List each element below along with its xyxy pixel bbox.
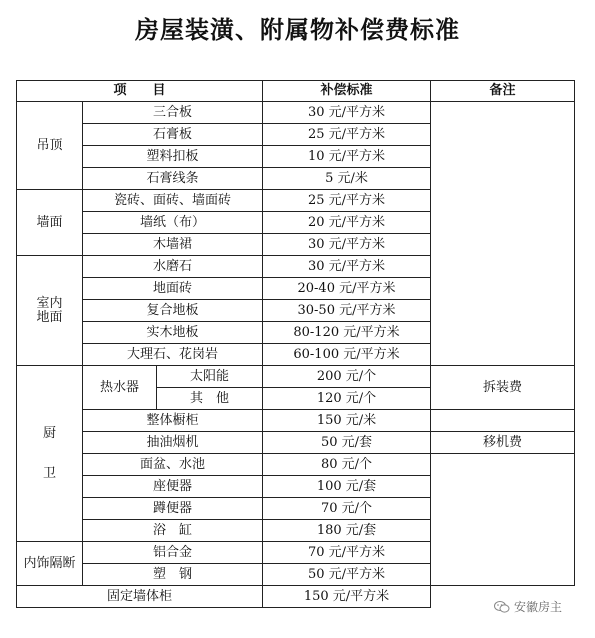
header-remark: 备注 [431,81,575,102]
table-row [17,102,575,124]
standard-cell: 20-40 元/平方米 [263,278,431,300]
item-cell: 整体橱柜 [83,410,263,432]
standard-cell: 150 元/米 [263,410,431,432]
table-row [17,454,575,476]
item-cell: 地面砖 [83,278,263,300]
category-partition: 内饰隔断 [17,542,83,586]
item-cell: 石膏板 [83,124,263,146]
standard-cell: 80 元/个 [263,454,431,476]
category-floor [17,256,83,366]
standard-cell: 50 元/套 [263,432,431,454]
item-cell: 铝合金 [83,542,263,564]
item-cell: 塑 钢 [83,564,263,586]
remark-relocation: 移机费 [431,432,575,454]
item-cell: 抽油烟机 [83,432,263,454]
item-cell: 水磨石 [83,256,263,278]
standard-cell: 80-120 元/平方米 [263,322,431,344]
standard-cell: 50 元/平方米 [263,564,431,586]
standard-cell: 60-100 元/平方米 [263,344,431,366]
page-title: 房屋装潢、附属物补偿费标准 [135,16,460,44]
remark-cell-empty [431,410,575,432]
wechat-icon [494,601,510,613]
item-cell: 石膏线条 [83,168,263,190]
table-row [17,410,575,432]
standard-cell: 70 元/个 [263,498,431,520]
item-cell: 墙纸（布） [83,212,263,234]
standard-cell: 120 元/个 [263,388,431,410]
watermark [494,598,562,615]
standard-cell: 30 元/平方米 [263,234,431,256]
category-ceiling: 吊顶 [17,102,83,190]
remark-cell-empty [431,454,575,586]
item-cell: 塑料扣板 [83,146,263,168]
item-cell: 固定墙体柜 [17,586,263,608]
standard-cell: 100 元/套 [263,476,431,498]
category-kitchen-line1: 厨 [42,425,56,441]
item-cell: 其 他 [157,388,263,410]
standard-cell: 25 元/平方米 [263,124,431,146]
item-cell: 三合板 [83,102,263,124]
item-cell: 浴 缸 [83,520,263,542]
category-floor-line1: 室内 [36,295,63,311]
table-row [17,586,575,608]
item-cell: 木墙裙 [83,234,263,256]
watermark-text: 安徽房主 [514,600,563,614]
standard-cell: 25 元/平方米 [263,190,431,212]
item-cell: 座便器 [83,476,263,498]
category-wall: 墙面 [17,190,83,256]
standard-cell: 10 元/平方米 [263,146,431,168]
category-kitchen-line2: 卫 [42,465,56,481]
item-cell: 蹲便器 [83,498,263,520]
category-kitchen-bath [17,366,83,542]
standard-cell: 150 元/平方米 [263,586,431,608]
item-cell: 复合地板 [83,300,263,322]
category-floor-line2: 地面 [36,309,63,325]
remark-cell-empty [431,102,575,366]
header-standard: 补偿标准 [263,81,431,102]
item-cell: 实木地板 [83,322,263,344]
item-cell: 大理石、花岗岩 [83,344,263,366]
table-header-row [17,81,575,102]
item-cell: 太阳能 [157,366,263,388]
item-cell: 面盆、水池 [83,454,263,476]
table-row [17,366,575,388]
standard-cell: 180 元/套 [263,520,431,542]
standard-cell: 70 元/平方米 [263,542,431,564]
standard-cell: 30 元/平方米 [263,256,431,278]
standard-cell: 5 元/米 [263,168,431,190]
remark-dismantle: 拆装费 [431,366,575,410]
standard-cell: 30-50 元/平方米 [263,300,431,322]
compensation-table [16,80,575,608]
item-cell: 瓷砖、面砖、墙面砖 [83,190,263,212]
standard-cell: 30 元/平方米 [263,102,431,124]
header-item: 项 目 [17,81,263,102]
subcategory-water-heater: 热水器 [83,366,157,410]
table-row [17,432,575,454]
standard-cell: 20 元/平方米 [263,212,431,234]
standard-cell: 200 元/个 [263,366,431,388]
